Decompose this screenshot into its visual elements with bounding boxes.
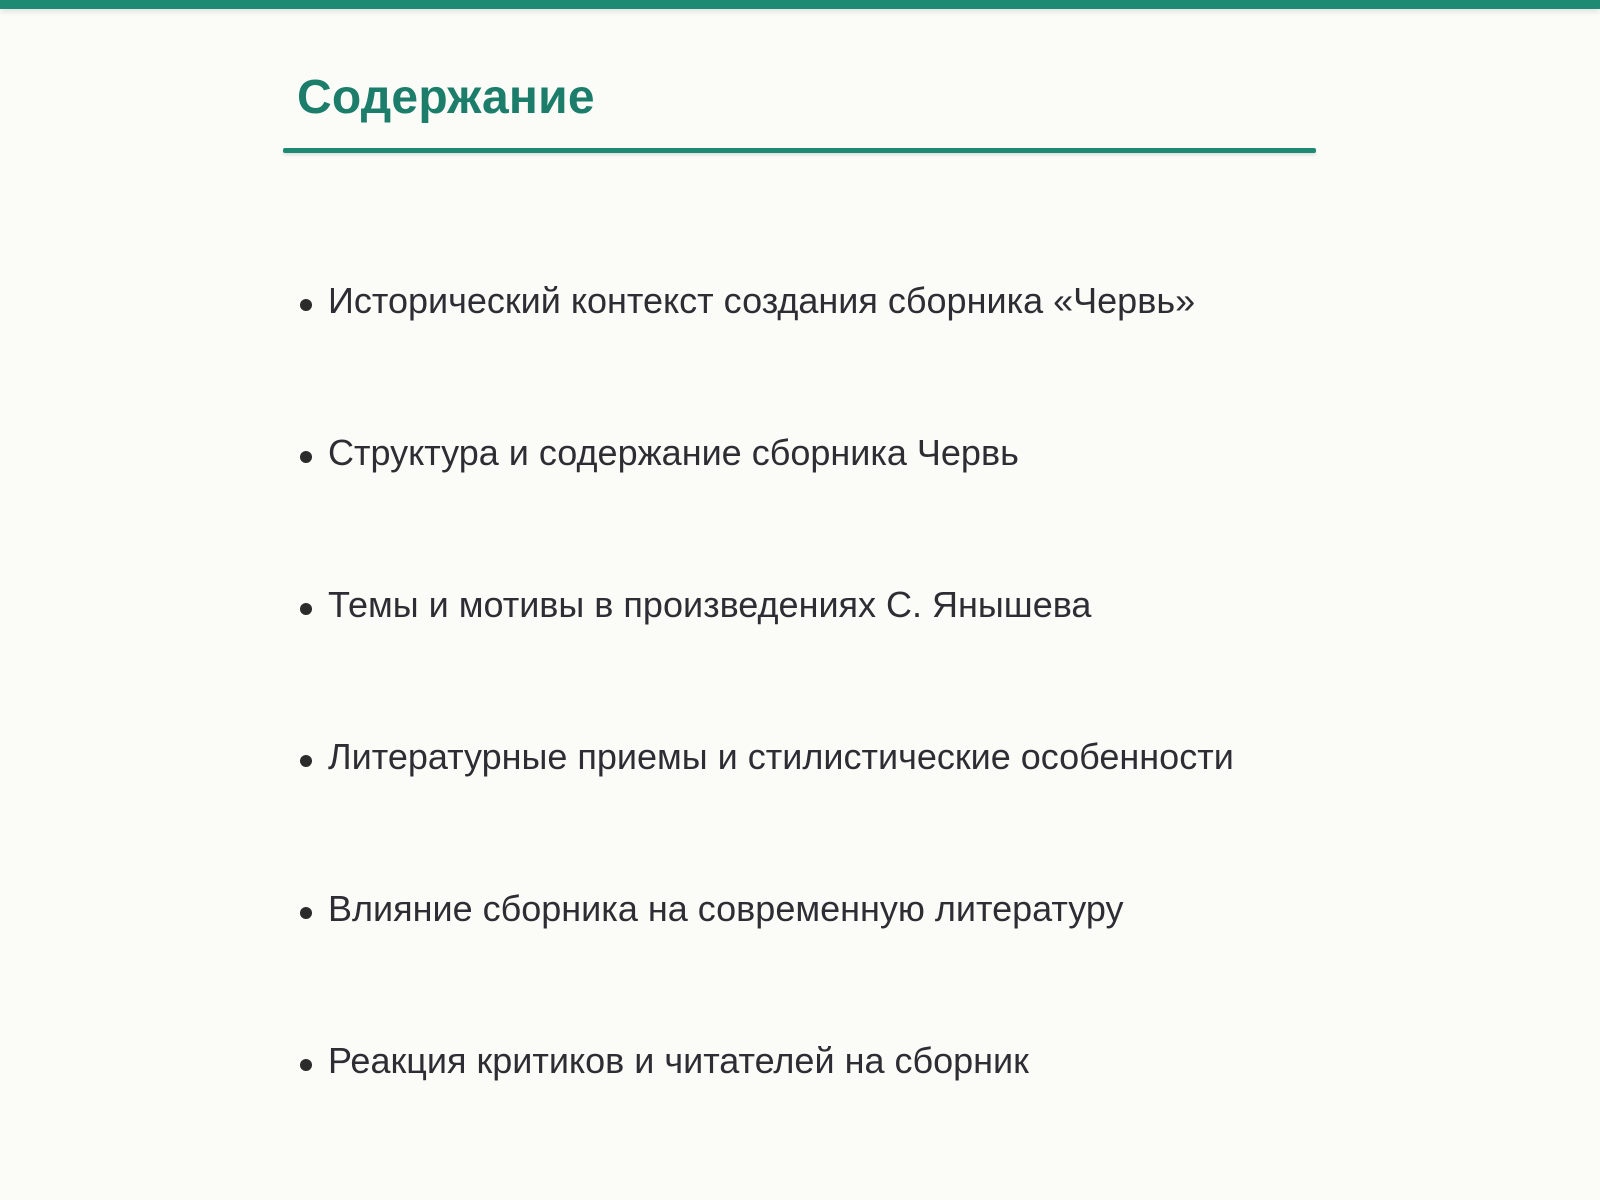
bullet-icon (300, 299, 312, 311)
bullet-icon (300, 1059, 312, 1071)
list-item-label: Темы и мотивы в произведениях С. Янышева (328, 584, 1092, 625)
bullet-icon (300, 907, 312, 919)
list-item-label: Литературные приемы и стилистические особенности (328, 736, 1234, 777)
slide-title: Содержание (297, 71, 595, 124)
title-underline (283, 148, 1316, 153)
bullet-icon (300, 603, 312, 615)
bullet-icon (300, 451, 312, 463)
contents-list (300, 276, 1234, 1188)
list-item (300, 428, 1234, 580)
list-item (300, 884, 1234, 1036)
list-item-label: Реакция критиков и читателей на сборник (328, 1040, 1029, 1081)
list-item-label: Исторический контекст создания сборника «Червь» (328, 280, 1196, 321)
list-item (300, 1036, 1234, 1188)
list-item (300, 580, 1234, 732)
list-item-label: Структура и содержание сборника Червь (328, 432, 1019, 473)
list-item (300, 276, 1234, 428)
list-item-label: Влияние сборника на современную литературу (328, 888, 1124, 929)
list-item (300, 732, 1234, 884)
bullet-icon (300, 755, 312, 767)
